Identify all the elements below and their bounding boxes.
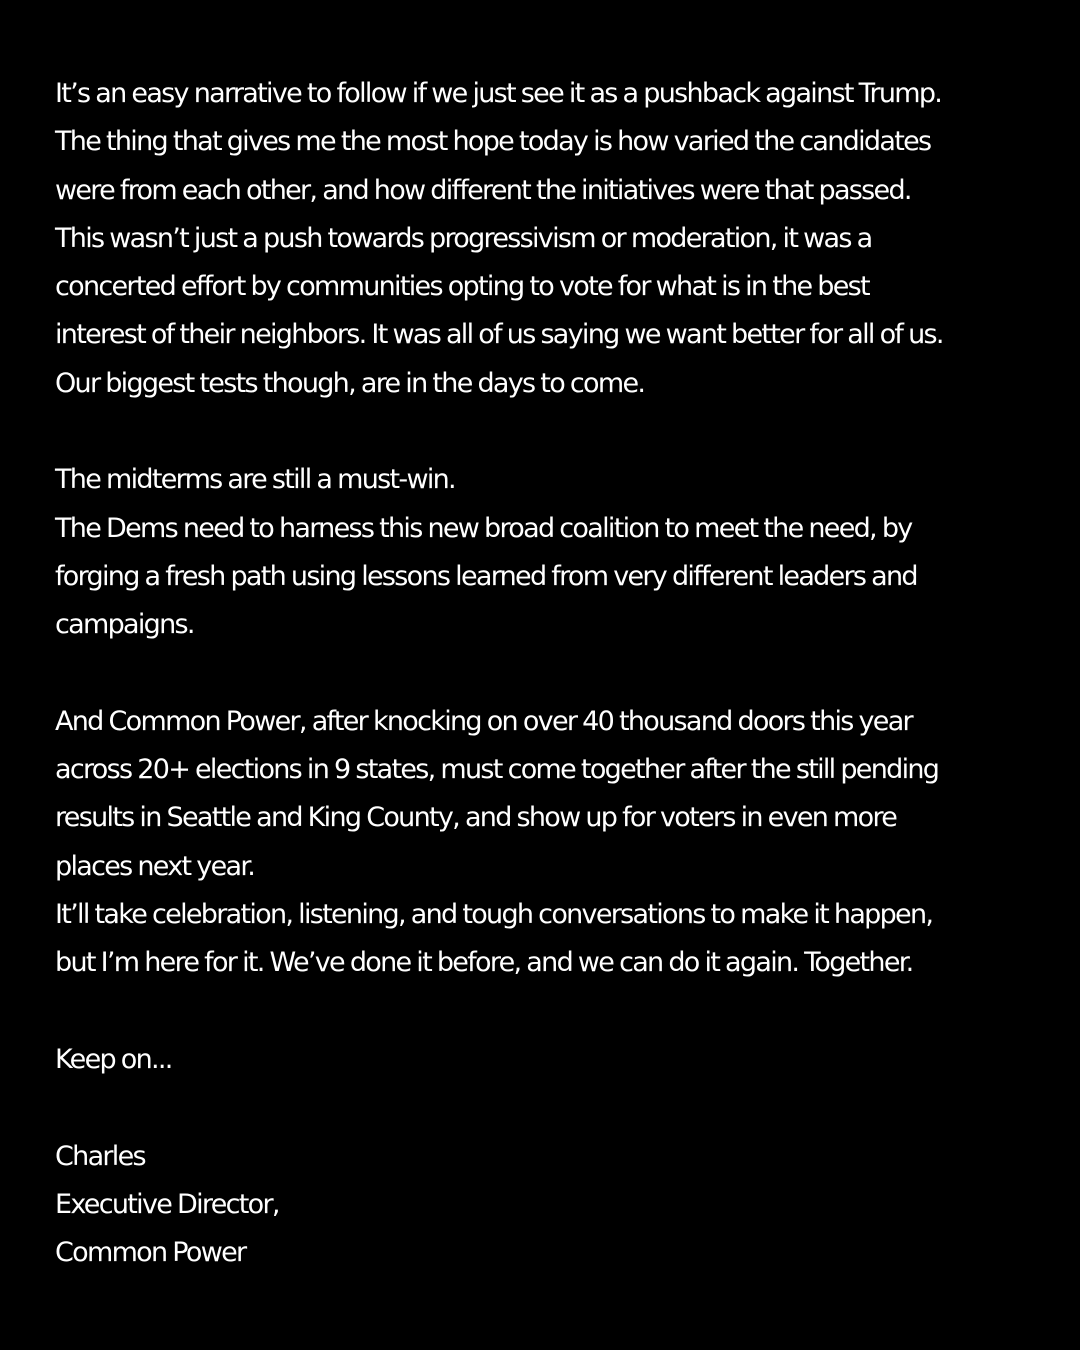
paragraph-3 — [55, 698, 1035, 988]
text-line: The thing that gives me the most hope today is how varied the candidates — [55, 126, 931, 158]
text-line: Our biggest tests though, are in the days to come. — [55, 367, 645, 399]
paragraph-spacer — [55, 1084, 1035, 1132]
text-line: And Common Power, after knocking on over 40 thousand doors this year — [55, 705, 912, 737]
paragraph-1 — [55, 70, 1035, 408]
text-line: but I’m here for it. We’ve done it before, and we can do it again. Together. — [55, 947, 913, 979]
paragraph-spacer — [55, 408, 1035, 456]
text-line: campaigns. — [55, 609, 194, 641]
text-line: The Dems need to harness this new broad coalition to meet the need, by — [55, 512, 912, 544]
text-line: results in Seattle and King County, and show up for voters in even more — [55, 802, 897, 834]
text-line: concerted effort by communities opting to vote for what is in the best — [55, 271, 869, 303]
closing-line: Keep on... — [55, 1043, 172, 1075]
signature-title: Executive Director, — [55, 1188, 279, 1220]
text-line: The midterms are still a must-win. — [55, 464, 455, 496]
text-line: interest of their neighbors. It was all of us saying we want better for all of us. — [55, 319, 943, 351]
paragraph-2 — [55, 456, 1035, 649]
paragraph-spacer — [55, 988, 1035, 1036]
text-line: It’s an easy narrative to follow if we just see it as a pushback against Trump. — [55, 78, 942, 109]
letter-body — [55, 70, 1035, 1277]
paragraph-spacer — [55, 650, 1035, 698]
text-line: places next year. — [55, 850, 255, 882]
signature-organization: Common Power — [55, 1237, 246, 1269]
signature-name: Charles — [55, 1140, 145, 1172]
text-line: This wasn’t just a push towards progressivism or moderation, it was a — [55, 222, 872, 254]
signature-block — [55, 1133, 1035, 1278]
text-line: It’ll take celebration, listening, and tough conversations to make it happen, — [55, 899, 933, 931]
text-line: across 20+ elections in 9 states, must come together after the still pending — [55, 754, 939, 786]
text-line: forging a fresh path using lessons learned from very different leaders and — [55, 560, 917, 592]
text-line: were from each other, and how different the initiatives were that passed. — [55, 174, 911, 206]
